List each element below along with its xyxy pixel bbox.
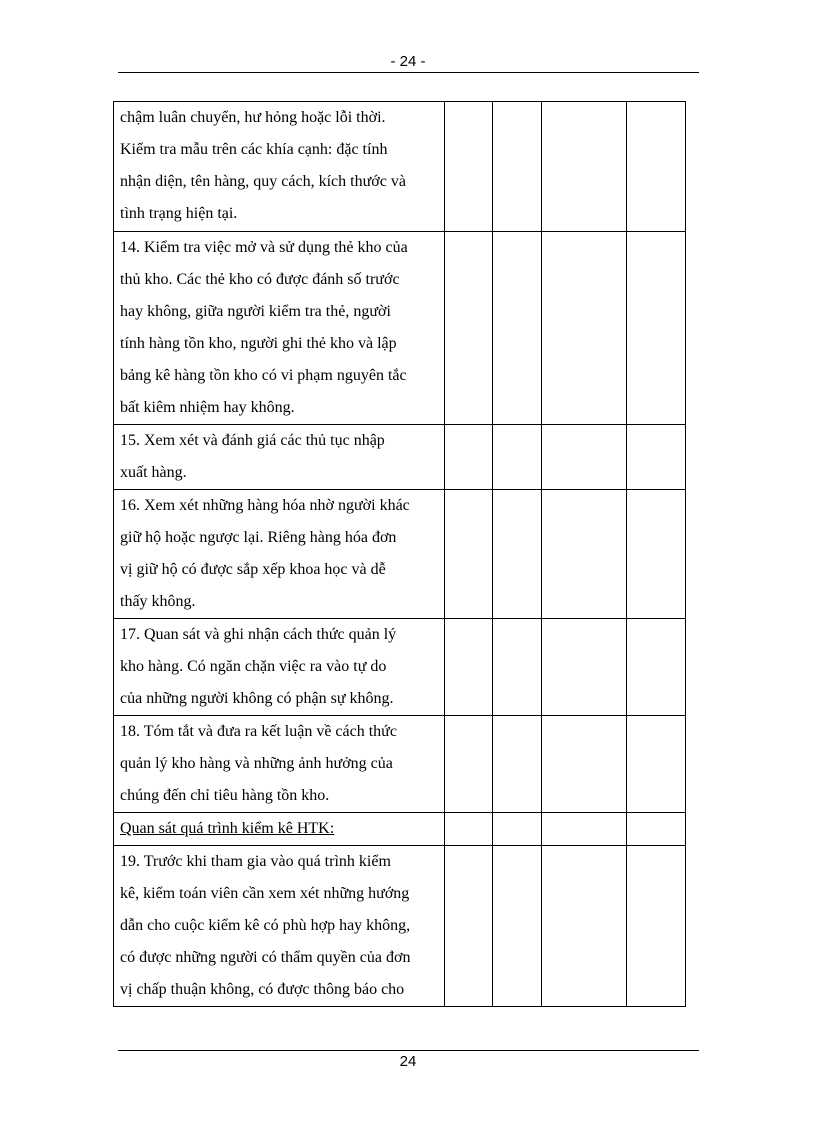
check-cell	[542, 619, 627, 716]
check-cell	[627, 813, 686, 846]
check-cell	[445, 102, 493, 232]
check-cell	[493, 813, 542, 846]
check-cell	[542, 425, 627, 490]
table-row	[114, 813, 686, 846]
check-cell	[445, 619, 493, 716]
table-row	[114, 102, 686, 232]
table-row	[114, 425, 686, 490]
check-cell	[627, 102, 686, 232]
check-cell	[542, 232, 627, 425]
procedure-cell: 17. Quan sát và ghi nhận cách thức quản lý kho hàng. Có ngăn chặn việc ra vào tự do của những người không có phận sự không.	[114, 619, 445, 716]
procedure-cell: chậm luân chuyển, hư hỏng hoặc lỗi thời. Kiểm tra mẫu trên các khía cạnh: đặc tính nhận diện, tên hàng, quy cách, kích thước và tình trạng hiện tại.	[114, 102, 445, 232]
audit-checklist-table	[113, 101, 686, 1007]
procedure-cell: 18. Tóm tắt và đưa ra kết luận về cách thức quản lý kho hàng và những ảnh hưởng của chúng đến chỉ tiêu hàng tồn kho.	[114, 716, 445, 813]
check-cell	[542, 846, 627, 1007]
procedure-cell: 16. Xem xét những hàng hóa nhờ người khác giữ hộ hoặc ngược lại. Riêng hàng hóa đơn vị giữ hộ có được sắp xếp khoa học và dễ thấy không.	[114, 490, 445, 619]
check-cell	[445, 716, 493, 813]
check-cell	[493, 490, 542, 619]
table-row	[114, 846, 686, 1007]
page-footer-number: 24	[399, 1053, 417, 1070]
procedure-cell: 19. Trước khi tham gia vào quá trình kiểm kê, kiểm toán viên cần xem xét những hướng dẫn cho cuộc kiểm kê có phù hợp hay không, có được những người có thẩm quyền của đơn vị chấp thuận không, có được thông báo cho	[114, 846, 445, 1007]
page-header-number: - 24 -	[390, 53, 426, 70]
check-cell	[542, 102, 627, 232]
table-row	[114, 716, 686, 813]
check-cell	[493, 716, 542, 813]
check-cell	[493, 619, 542, 716]
check-cell	[627, 846, 686, 1007]
check-cell	[445, 425, 493, 490]
check-cell	[493, 232, 542, 425]
check-cell	[542, 490, 627, 619]
table-row	[114, 619, 686, 716]
check-cell	[445, 846, 493, 1007]
check-cell	[493, 846, 542, 1007]
check-cell	[627, 232, 686, 425]
table-row	[114, 490, 686, 619]
check-cell	[445, 490, 493, 619]
check-cell	[493, 102, 542, 232]
check-cell	[627, 619, 686, 716]
procedure-cell: 14. Kiểm tra việc mở và sử dụng thẻ kho của thủ kho. Các thẻ kho có được đánh số trước hay không, giữa người kiểm tra thẻ, người tính hàng tồn kho, người ghi thẻ kho và lập bảng kê hàng tồn kho có vi phạm nguyên tắc bất kiêm nhiệm hay không.	[114, 232, 445, 425]
check-cell	[627, 716, 686, 813]
check-cell	[627, 425, 686, 490]
footer-rule	[118, 1050, 699, 1051]
header-rule	[118, 72, 699, 73]
check-cell	[627, 490, 686, 619]
check-cell	[445, 813, 493, 846]
table-row	[114, 232, 686, 425]
section-heading-cell	[114, 813, 445, 846]
check-cell	[542, 813, 627, 846]
procedure-cell: 15. Xem xét và đánh giá các thủ tục nhập xuất hàng.	[114, 425, 445, 490]
check-cell	[542, 716, 627, 813]
check-cell	[445, 232, 493, 425]
section-heading: Quan sát quá trình kiểm kê HTK:	[120, 820, 335, 837]
check-cell	[493, 425, 542, 490]
